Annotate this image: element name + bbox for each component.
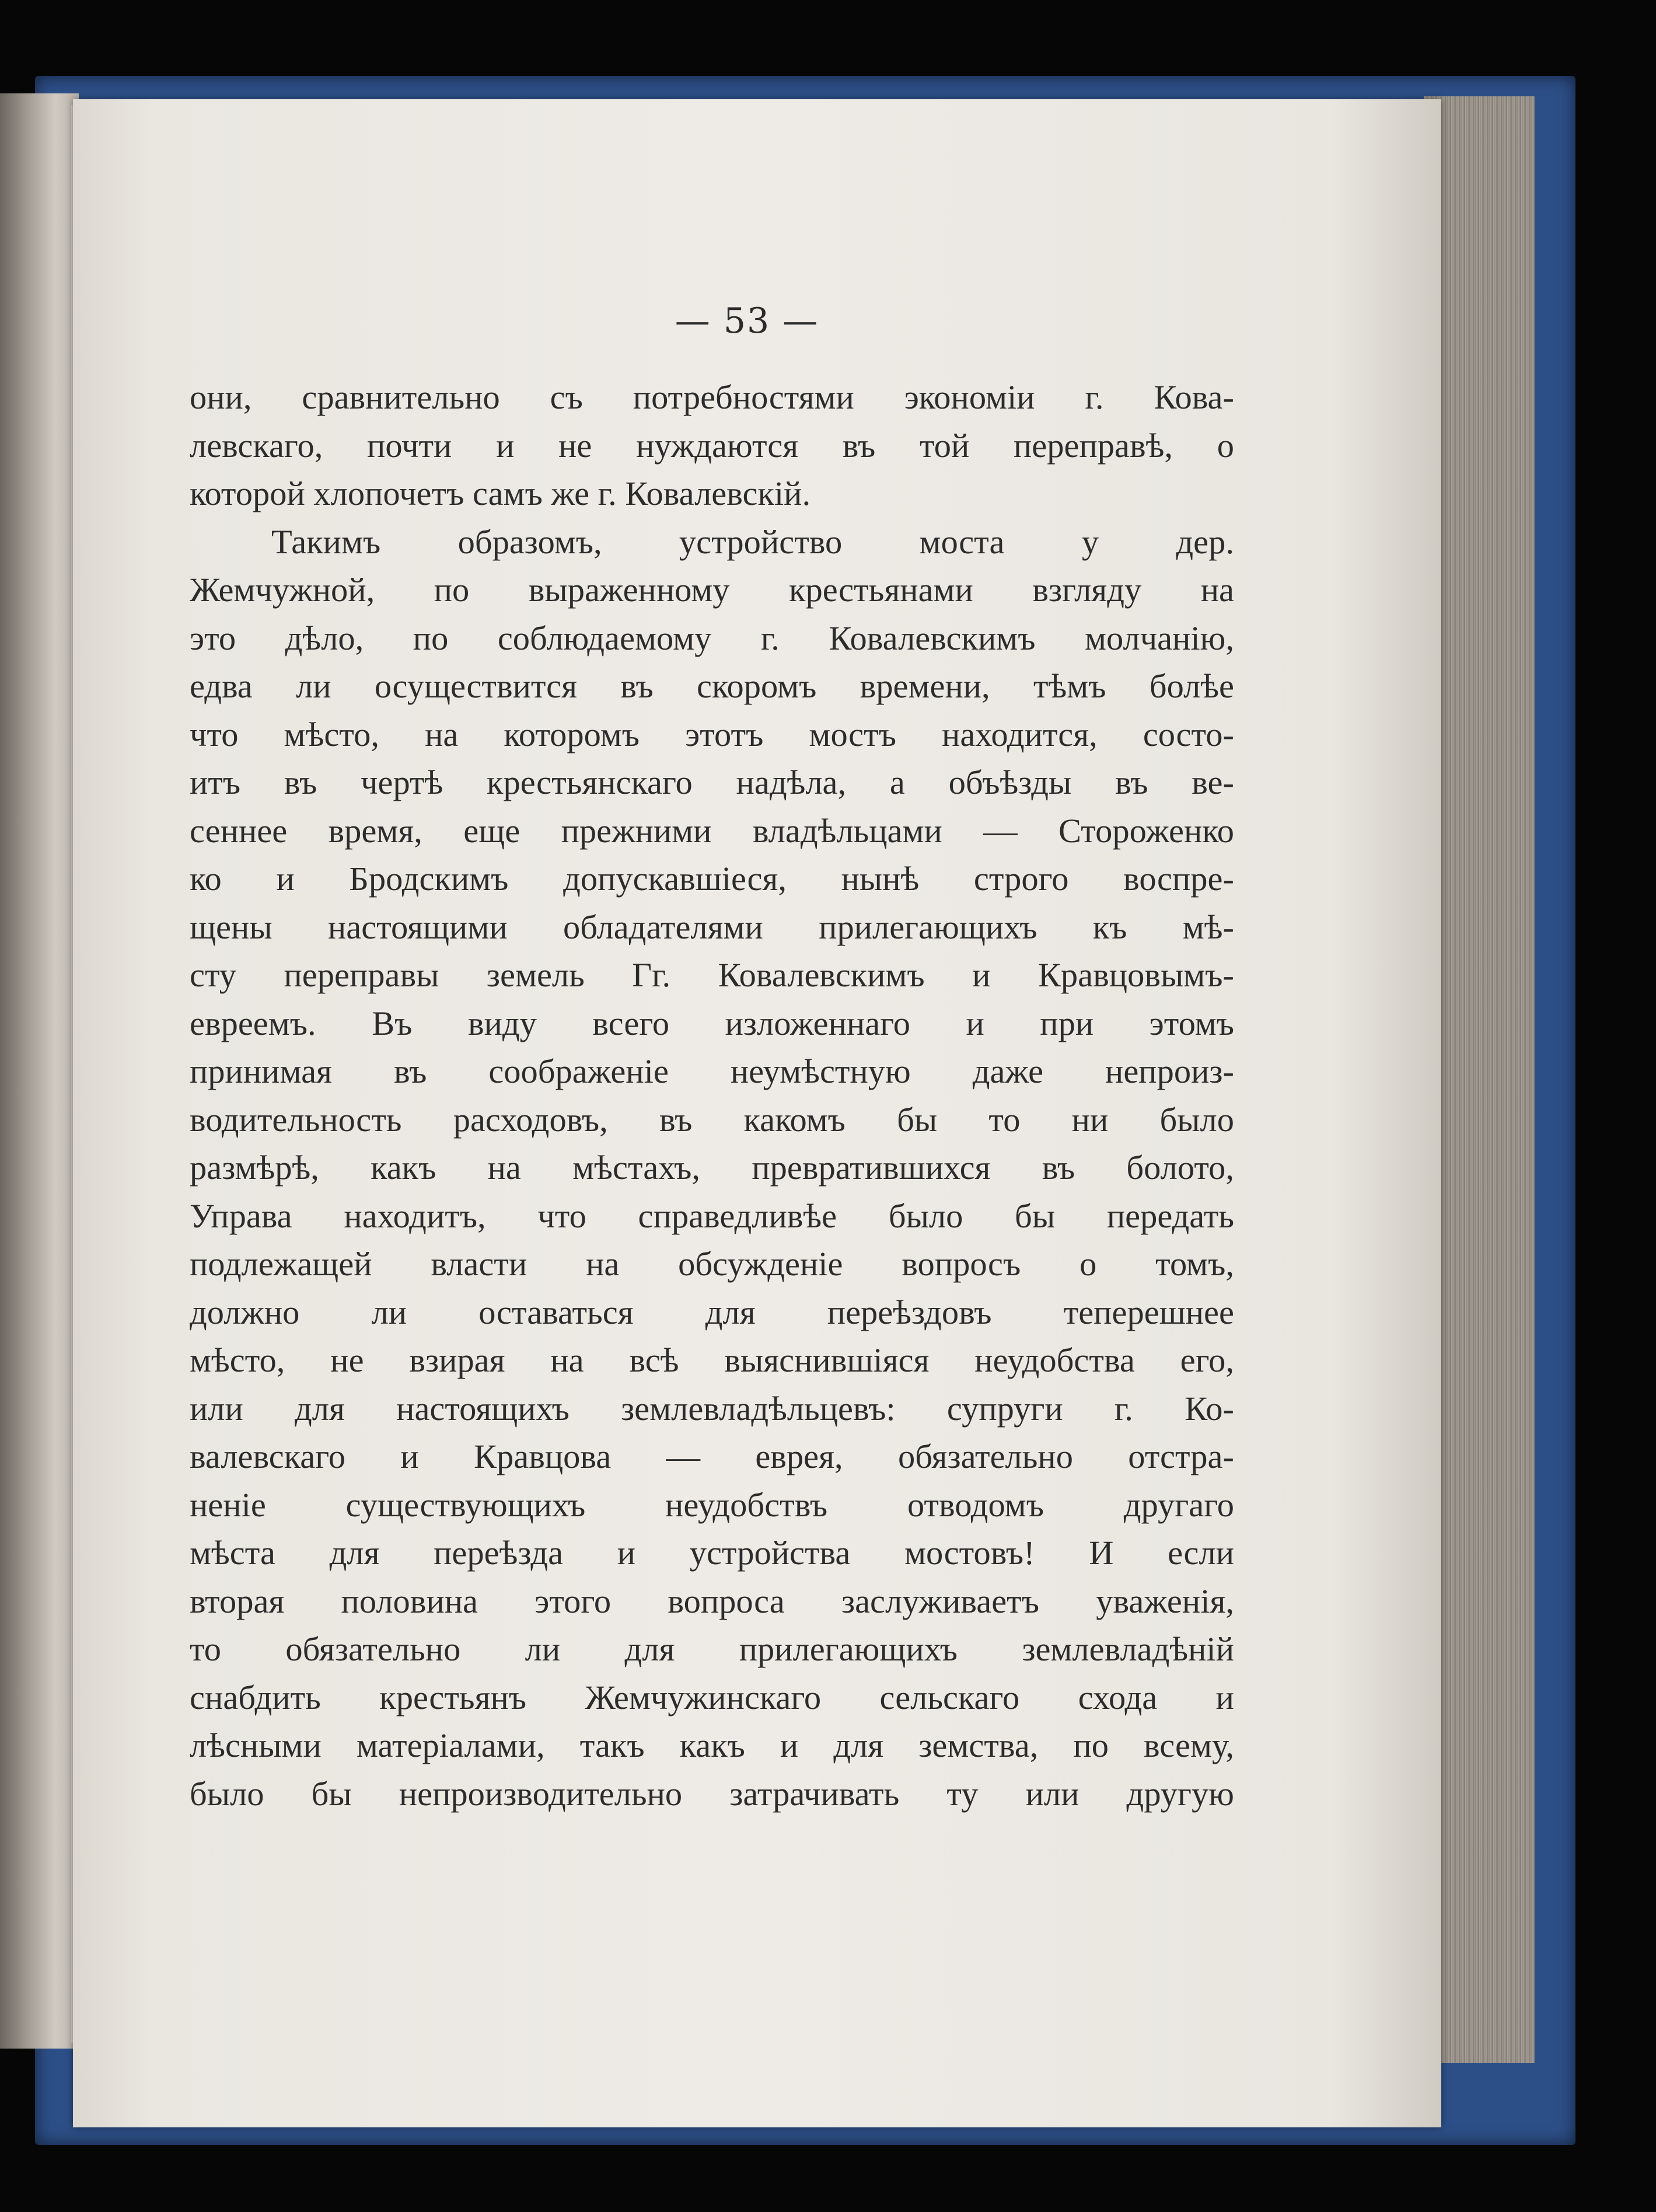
text-line: то обязательно ли для прилегающихъ землевладѣній (190, 1630, 1234, 1668)
text-line: Жемчужной, по выраженному крестьянами взгляду на (190, 571, 1234, 609)
text-line: они, сравнительно съ потребностями экономіи г. Кова- (190, 378, 1234, 416)
text-line: левскаго, почти и не нуждаются въ той переправѣ, о (190, 426, 1234, 465)
text-line: размѣрѣ, какъ на мѣстахъ, превратившихся въ болото, (190, 1149, 1234, 1187)
text-line: лѣсными матеріалами, такъ какъ и для земства, по всему, (190, 1726, 1234, 1764)
text-line: вторая половина этого вопроса заслуживаетъ уваженія, (190, 1582, 1234, 1620)
text-line: Такимъ образомъ, устройство моста у дер. (271, 522, 1234, 561)
text-line: что мѣсто, на которомъ этотъ мостъ находится, состо- (190, 715, 1234, 753)
text-line: подлежащей власти на обсужденіе вопросъ о томъ, (190, 1245, 1234, 1283)
text-line: валевскаго и Кравцова — еврея, обязательно отстра- (190, 1438, 1234, 1475)
text-line: снабдить крестьянъ Жемчужинскаго сельскаго схода и (190, 1678, 1234, 1716)
text-line: это дѣло, по соблюдаемому г. Ковалевскимъ молчанію, (190, 619, 1234, 657)
text-line: сеннее время, еще прежними владѣльцами — Стороженко (190, 811, 1234, 850)
text-line: которой хлопочетъ самъ же г. Ковалевскій. (190, 475, 811, 512)
text-line: водительность расходовъ, въ какомъ бы то ни было (190, 1100, 1234, 1139)
text-line: Управа находитъ, что справедливѣе было бы передать (190, 1196, 1234, 1235)
text-line: или для настоящихъ землевладѣльцевъ: супруги г. Ко- (190, 1389, 1234, 1428)
text-line: ко и Бродскимъ допускавшіеся, нынѣ строго воспре- (190, 860, 1234, 898)
text-line: сту переправы земель Гг. Ковалевскимъ и Кравцовымъ- (190, 956, 1234, 994)
book-page (73, 99, 1441, 2127)
text-line: принимая въ соображеніе неумѣстную даже непроиз- (190, 1052, 1234, 1090)
text-line: было бы непроизводительно затрачивать ту или другую (190, 1774, 1234, 1813)
text-line: итъ въ чертѣ крестьянскаго надѣла, а объѣзды въ ве- (190, 763, 1234, 801)
text-line: мѣста для переѣзда и устройства мостовъ! И если (190, 1534, 1234, 1572)
text-line: едва ли осуществится въ скоромъ времени, тѣмъ болѣе (190, 667, 1234, 705)
page-body-text (190, 374, 1234, 1818)
text-line: неніе существующихъ неудобствъ отводомъ другаго (190, 1485, 1234, 1524)
text-line: мѣсто, не взирая на всѣ выяснившіяся неудобства его, (190, 1341, 1234, 1379)
text-line: должно ли оставаться для переѣздовъ теперешнее (190, 1293, 1234, 1331)
previous-page-strip (0, 93, 79, 2049)
text-line: щены настоящими обладателями прилегающихъ къ мѣ- (190, 908, 1234, 946)
page-number: — 53 — (675, 301, 819, 341)
text-line: евреемъ. Въ виду всего изложеннаго и при этомъ (190, 1004, 1234, 1042)
